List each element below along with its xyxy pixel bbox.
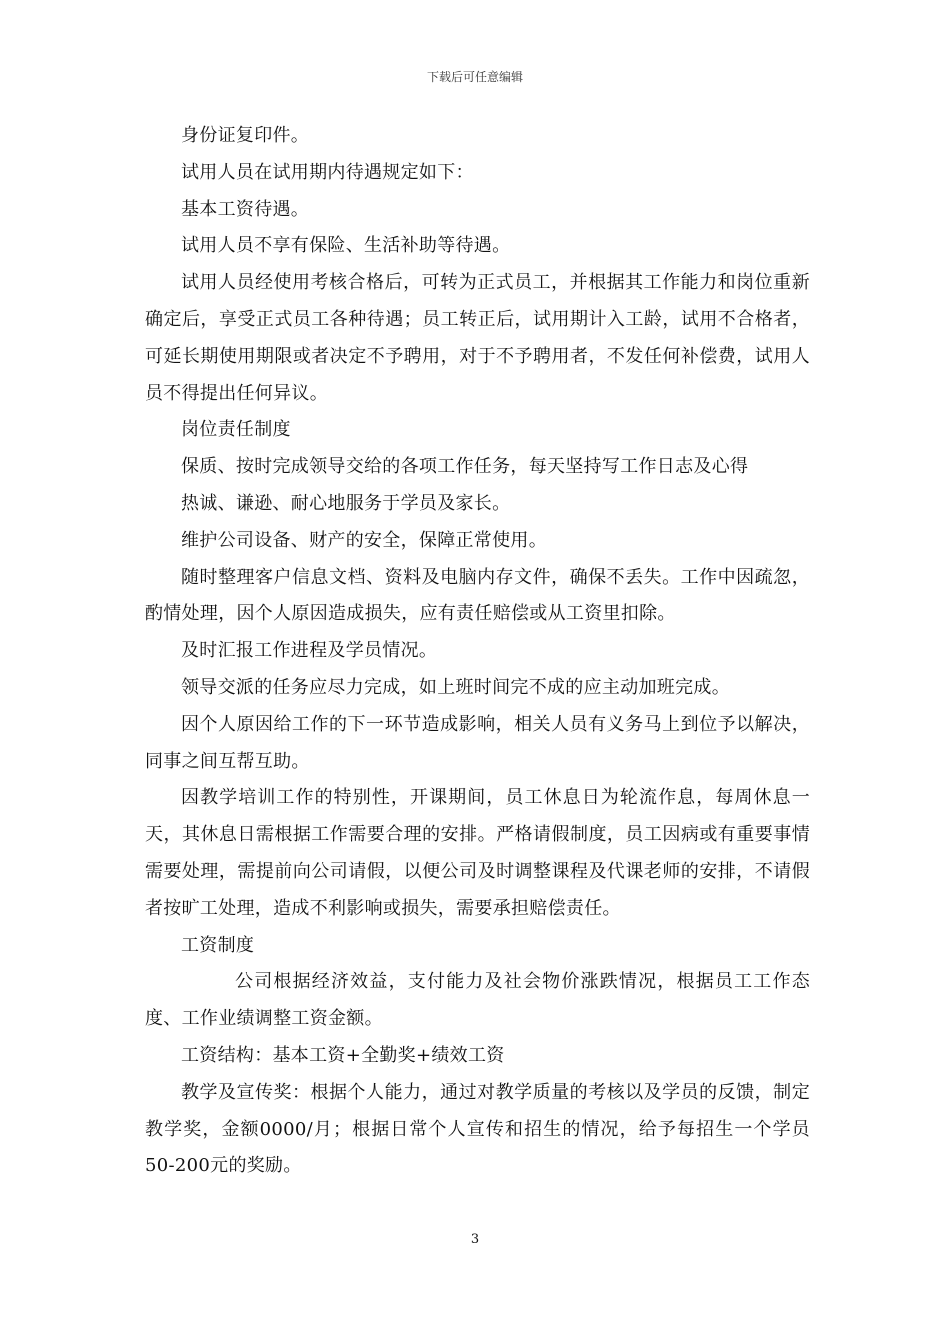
paragraph-probation-conversion: 试用人员经使用考核合格后，可转为正式员工，并根据其工作能力和岗位重新确定后，享受正式员工各种待遇；员工转正后，试用期计入工龄，试用不合格者，可延长期使用期限或者决定不予聘用，对于不予聘用者，不发任何补偿费，试用人员不得提出任何异议。: [145, 272, 810, 404]
paragraph-progress-report: 及时汇报工作进程及学员情况。: [181, 640, 438, 662]
paragraph-equipment-safety: 维护公司设备、财产的安全，保障正常使用。: [181, 529, 547, 551]
section-heading-job-responsibility: 岗位责任制度: [181, 419, 291, 441]
paragraph-teaching-bonus: 教学及宣传奖：根据个人能力，通过对教学质量的考核以及学员的反馈，制定教学奖，金额0000/月；根据日常个人宣传和招生的情况，给予每招生一个学员50-200元的奖励。: [145, 1081, 810, 1177]
paragraph-rest-and-leave: 因教学培训工作的特别性，开课期间，员工休息日为轮流作息，每周休息一天，其休息日需根据工作需要合理的安排。严格请假制度，员工因病或有重要事情需要处理，需提前向公司请假，以便公司及时调整课程及代课老师的安排，不请假者按旷工处理，造成不利影响或损失，需要承担赔偿责任。: [145, 787, 810, 919]
paragraph-mutual-help: 因个人原因给工作的下一环节造成影响，相关人员有义务马上到位予以解决，同事之间互帮互助。: [145, 713, 810, 772]
paragraph-task-completion: 保质、按时完成领导交给的各项工作任务，每天坚持写工作日志及心得: [181, 456, 749, 478]
paragraph-no-insurance: 试用人员不享有保险、生活补助等待遇。: [181, 235, 511, 257]
section-heading-salary-system: 工资制度: [181, 934, 255, 956]
document-body: [145, 118, 810, 1185]
paragraph-salary-adjustment: 公司根据经济效益，支付能力及社会物价涨跌情况，根据员工工作态度、工作业绩调整工资金额。: [145, 971, 810, 1030]
page-number: 3: [470, 1232, 480, 1247]
paragraph-salary-structure: 工资结构：基本工资+全勤奖+绩效工资: [181, 1044, 505, 1066]
paragraph-service-attitude: 热诚、谦逊、耐心地服务于学员及家长。: [181, 492, 511, 514]
paragraph-basic-salary: 基本工资待遇。: [181, 198, 310, 220]
paragraph-overtime: 领导交派的任务应尽力完成，如上班时间完不成的应主动加班完成。: [181, 676, 730, 698]
page-header-note: 下载后可任意编辑: [426, 70, 523, 84]
paragraph-probation-benefits-intro: 试用人员在试用期内待遇规定如下：: [181, 161, 474, 183]
paragraph-document-management: 随时整理客户信息文档、资料及电脑内存文件，确保不丢失。工作中因疏忽，酌情处理，因个人原因造成损失，应有责任赔偿或从工资里扣除。: [145, 566, 810, 625]
paragraph-id-copy: 身份证复印件。: [181, 125, 310, 146]
